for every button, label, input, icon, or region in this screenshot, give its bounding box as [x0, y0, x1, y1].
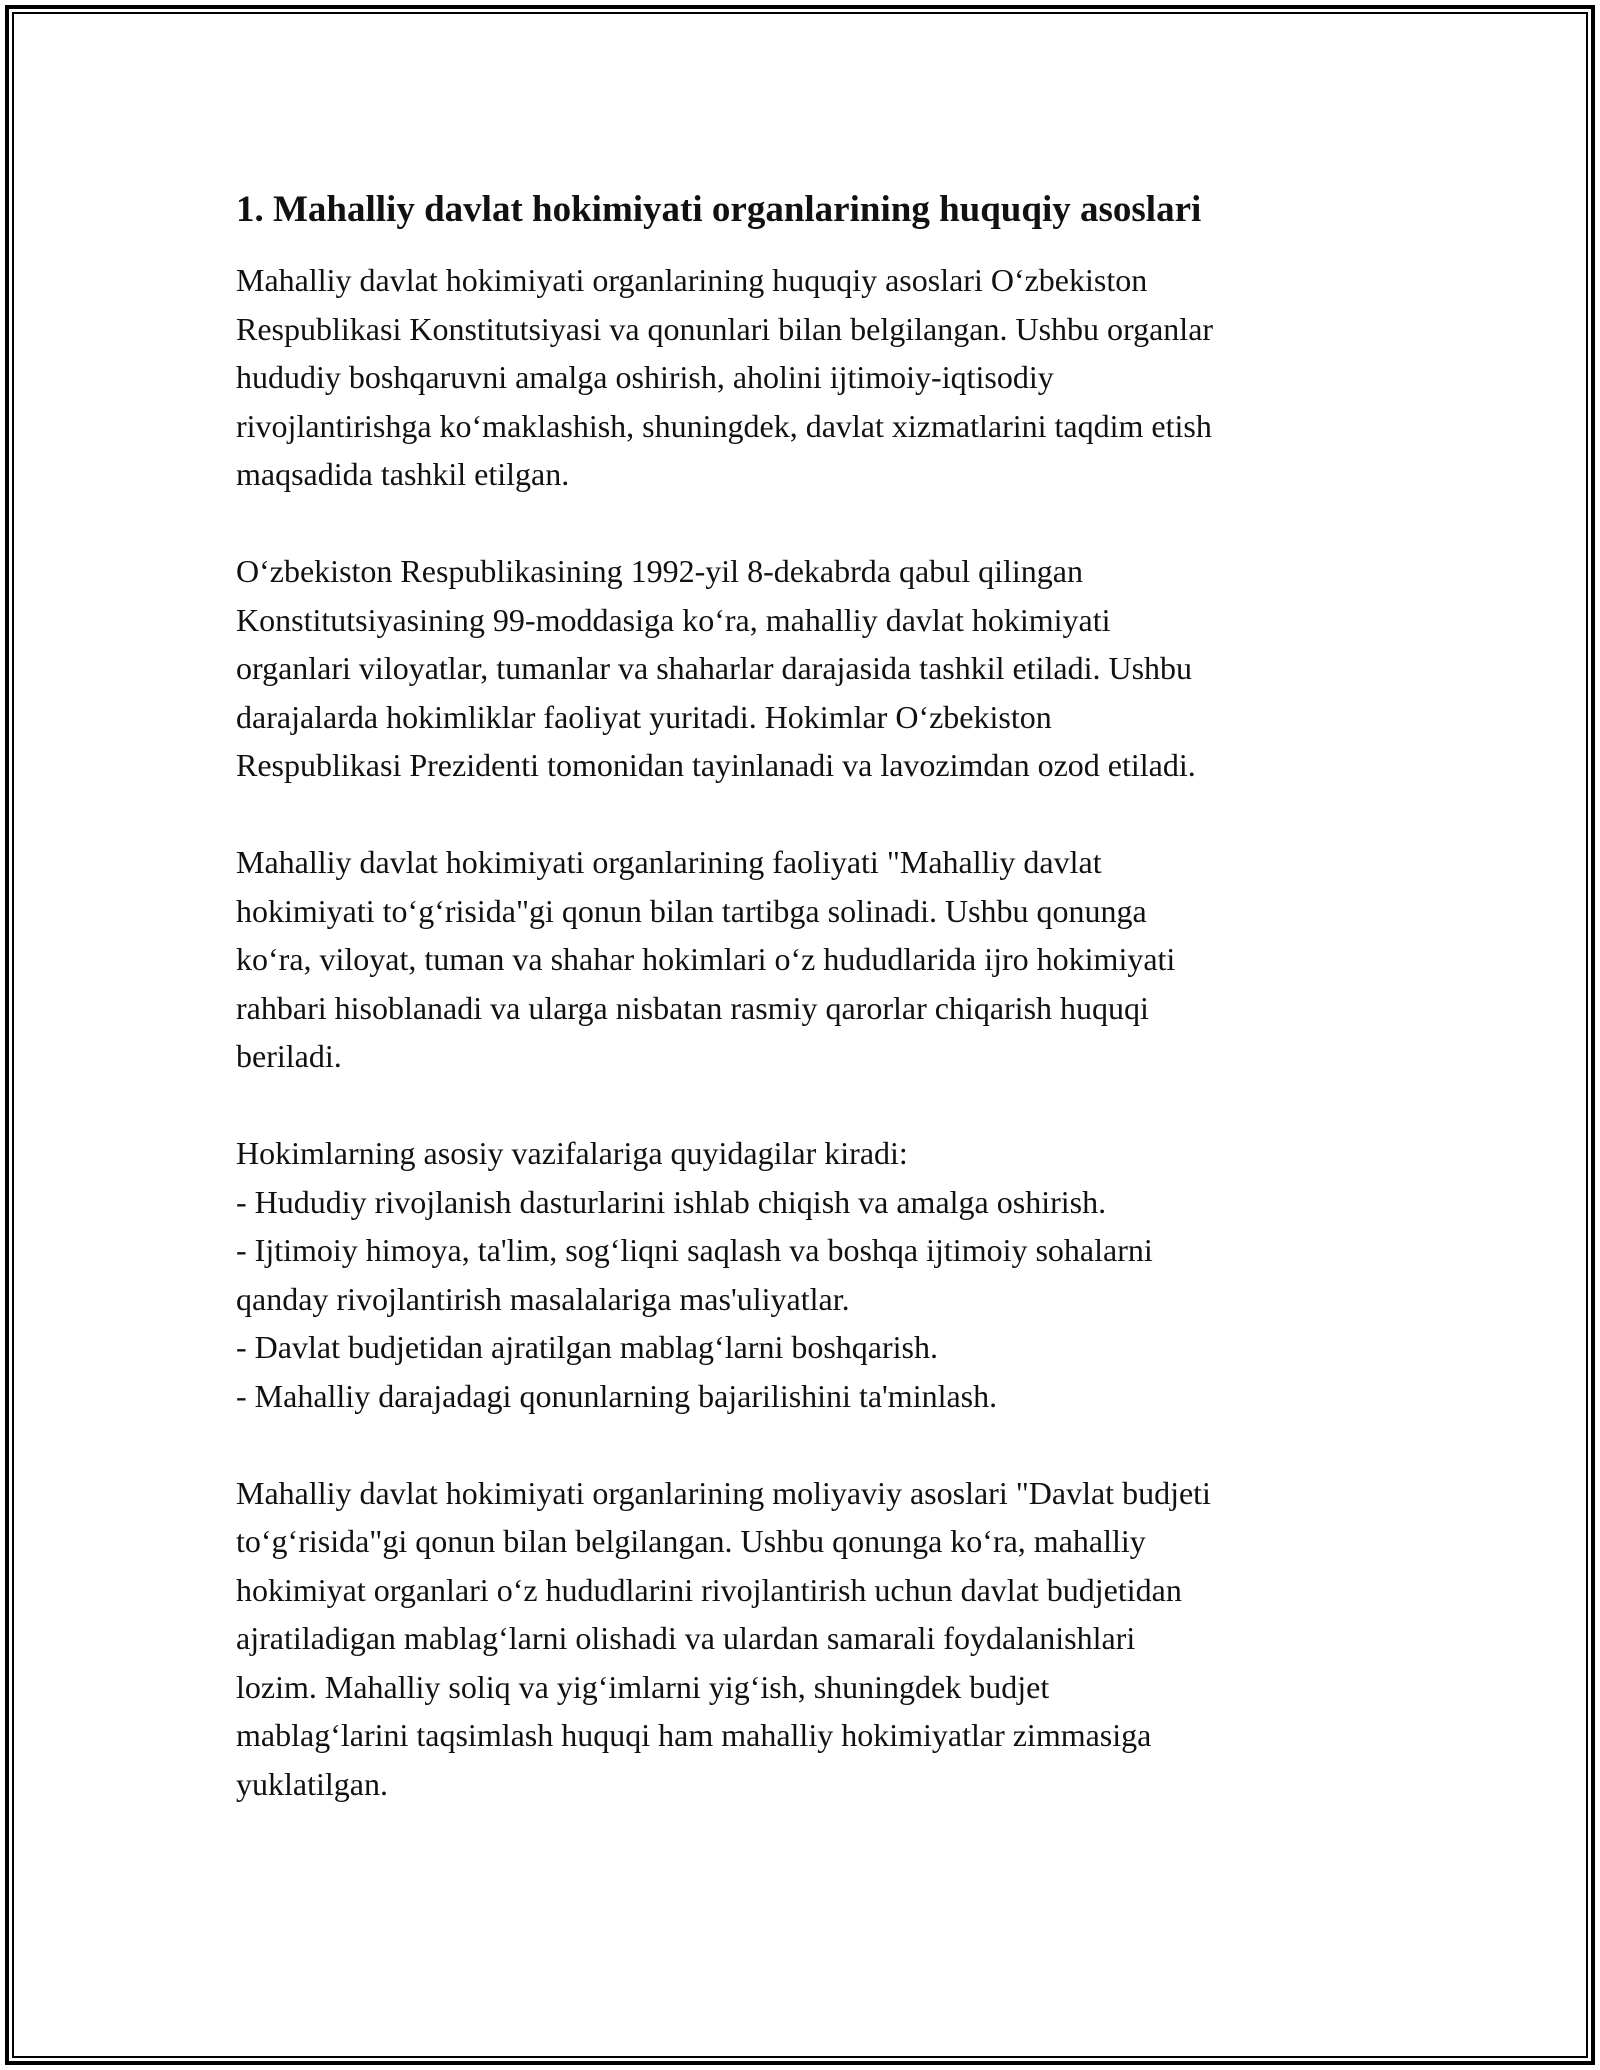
text-line: ajratiladigan mablag‘larni olishadi va ulardan samarali foydalanishlari: [236, 1620, 1136, 1656]
text-line: Mahalliy davlat hokimiyati organlarining huquqiy asoslari O‘zbekiston: [236, 262, 1148, 298]
paragraph-activity-law: [236, 838, 1366, 1081]
section-heading: 1. Mahalliy davlat hokimiyati organlarining huquqiy asoslari: [236, 189, 1202, 230]
text-line: rivojlantirishga ko‘maklashish, shuningdek, davlat xizmatlarini taqdim etish: [236, 407, 1212, 444]
list-item: - Davlat budjetidan ajratilgan mablag‘larni boshqarish.: [236, 1329, 938, 1365]
text-line: lozim. Mahalliy soliq va yig‘imlarni yig‘ish, shuningdek budjet: [236, 1668, 1050, 1705]
paragraph-financial-basis: [236, 1469, 1366, 1809]
text-line: O‘zbekiston Respublikasining 1992-yil 8-dekabrda qabul qilingan: [236, 553, 1083, 589]
text-line: ko‘ra, viloyat, tuman va shahar hokimlari o‘z hududlarida ijro hokimiyati: [236, 941, 1176, 977]
text-line: beriladi.: [236, 1038, 342, 1074]
text-line: organlari viloyatlar, tumanlar va shaharlar darajasida tashkil etiladi. Ushbu: [236, 650, 1193, 686]
text-line: rahbari hisoblanadi va ularga nisbatan rasmiy qarorlar chiqarish huquqi: [236, 989, 1149, 1026]
list-item-continuation: qanday rivojlantirish masalalariga mas'uliyatlar.: [236, 1280, 850, 1317]
text-line: Respublikasi Konstitutsiyasi va qonunlari bilan belgilangan. Ushbu organlar: [236, 310, 1214, 347]
text-line: Mahalliy davlat hokimiyati organlarining faoliyati "Mahalliy davlat: [236, 844, 1102, 880]
text-line: Respublikasi Prezidenti tomonidan tayinlanadi va lavozimdan ozod etiladi.: [236, 747, 1196, 783]
text-line: maqsadida tashkil etilgan.: [236, 456, 570, 492]
text-line: to‘g‘risida"gi qonun bilan belgilangan. Ushbu qonunga ko‘ra, mahalliy: [236, 1523, 1146, 1559]
text-line: darajalarda hokimliklar faoliyat yuritadi. Hokimlar O‘zbekiston: [236, 698, 1052, 735]
paragraph-legal-basis: [236, 256, 1366, 499]
text-line: Konstitutsiyasining 99-moddasiga ko‘ra, mahalliy davlat hokimiyati: [236, 601, 1111, 638]
document-body: [236, 186, 1366, 1808]
text-line: mablag‘larini taqsimlash huquqi ham mahalliy hokimiyatlar zimmasiga: [236, 1717, 1152, 1753]
list-intro: Hokimlarning asosiy vazifalariga quyidagilar kiradi:: [236, 1135, 908, 1171]
paragraph-constitution: [236, 547, 1366, 790]
text-line: hokimiyat organlari o‘z hududlarini rivojlantirish uchun davlat budjetidan: [236, 1571, 1182, 1608]
list-item: - Mahalliy darajadagi qonunlarning bajarilishini ta'minlash.: [236, 1377, 998, 1414]
list-item: - Hududiy rivojlanish dasturlarini ishlab chiqish va amalga oshirish.: [236, 1183, 1107, 1220]
text-line: yuklatilgan.: [236, 1765, 388, 1802]
text-line: hokimiyati to‘g‘risida"gi qonun bilan tartibga solinadi. Ushbu qonunga: [236, 892, 1147, 929]
paragraph-duties-list: [236, 1129, 1366, 1420]
text-line: Mahalliy davlat hokimiyati organlarining moliyaviy asoslari "Davlat budjeti: [236, 1474, 1211, 1511]
text-line: hududiy boshqaruvni amalga oshirish, aholini ijtimoiy-iqtisodiy: [236, 359, 1054, 395]
list-item: - Ijtimoiy himoya, ta'lim, sog‘liqni saqlash va boshqa ijtimoiy sohalarni: [236, 1232, 1153, 1268]
